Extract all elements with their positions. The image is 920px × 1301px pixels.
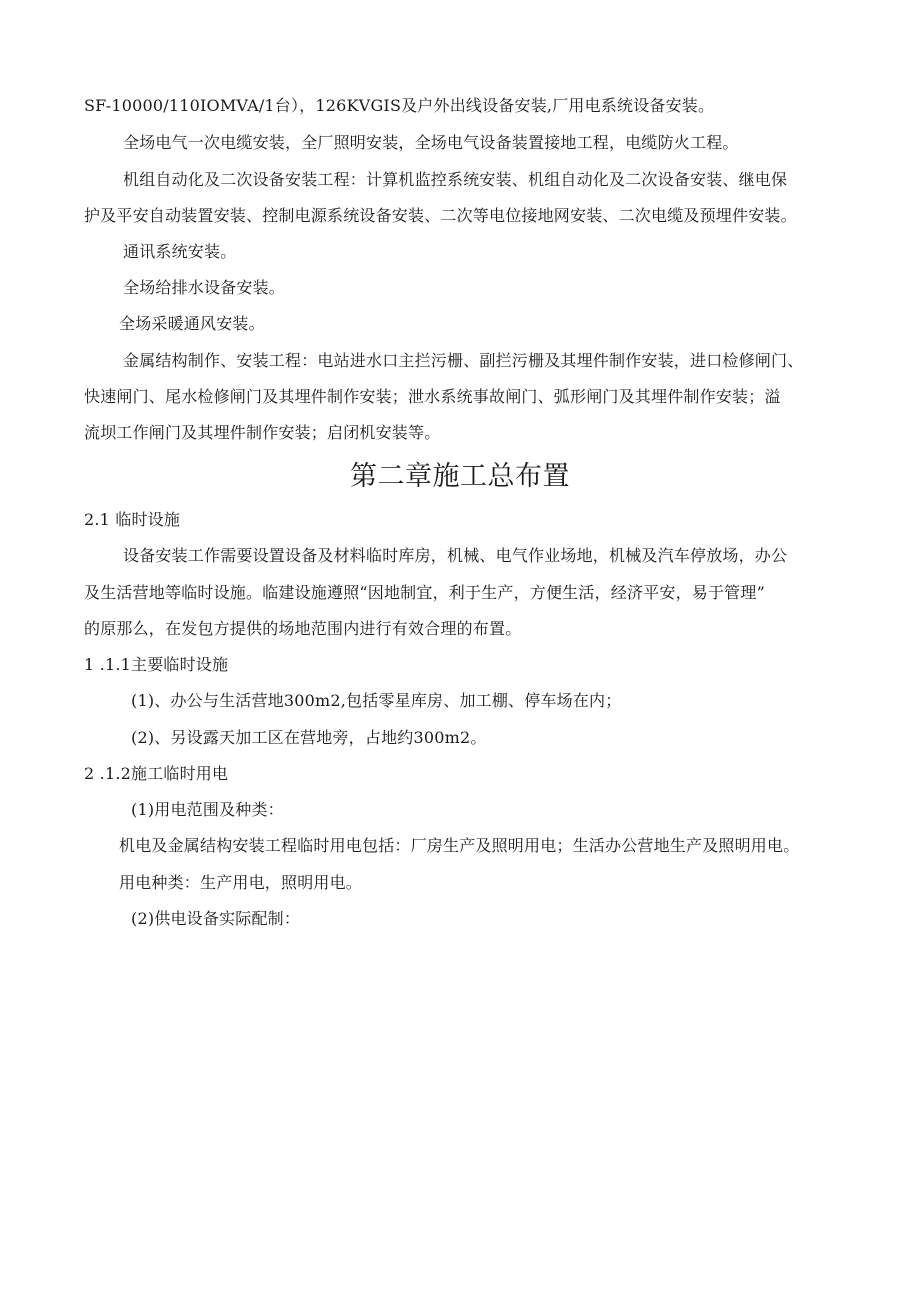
intro-line-3: 机组自动化及二次设备安装工程：计算机监控系统安装、机组自动化及二次设备安装、继电保 <box>123 170 788 189</box>
intro-line-5: 通讯系统安装。 <box>123 242 237 261</box>
intro-line-7: 全场采暖通风安装。 <box>119 314 265 333</box>
intro-line-9: 快速闸门、尾水检修闸门及其埋件制作安装；泄水系统事故闸门、弧形闸门及其埋件制作安装；溢 <box>84 387 781 406</box>
section-para-line-1: 设备安装工作需要设置设备及材料临时库房，机械、电气作业场地，机械及汽车停放场，办公 <box>123 546 788 565</box>
subsection-2-item-1: (1)用电范围及种类： <box>131 800 284 819</box>
chapter-title: 第二章施工总布置 <box>350 461 570 492</box>
section-para-line-2: 及生活营地等临时设施。临建设施遵照“因地制宜，利于生产，方便生活，经济平安，易于管理” <box>84 583 765 602</box>
subsection-2-item-2: (2)供电设备实际配制： <box>131 909 301 928</box>
section-heading: 2.1 临时设施 <box>84 510 181 529</box>
subsection-2-line-a: 机电及金属结构安装工程临时用电包括：厂房生产及照明用电；生活办公营地生产及照明用电。 <box>119 836 800 855</box>
subsection-2-line-b: 用电种类：生产用电，照明用电。 <box>119 873 363 892</box>
intro-line-4: 护及平安自动装置安装、控制电源系统设备安装、二次等电位接地网安装、二次电缆及预埋件安装。 <box>84 206 797 225</box>
intro-line-6: 全场给排水设备安装。 <box>123 278 286 297</box>
subsection-1-item-2: (2)、另设露天加工区在营地旁，占地约300m2。 <box>131 728 487 747</box>
intro-line-1: SF-10000/110IOMVA/1台），126KVGIS及户外出线设备安装,厂用电系统设备安装。 <box>84 96 715 115</box>
subsection-1-item-1: (1)、办公与生活营地300m2,包括零星库房、加工棚、停车场在内； <box>131 691 622 710</box>
section-para-line-3: 的原那么，在发包方提供的场地范围内进行有效合理的布置。 <box>84 619 522 638</box>
intro-line-10: 流坝工作闸门及其埋件制作安装；启闭机安装等。 <box>84 423 441 442</box>
intro-line-8: 金属结构制作、安装工程：电站进水口主拦污栅、副拦污栅及其埋件制作安装，进口检修闸门、 <box>123 351 804 370</box>
subsection-heading-2: 2 .1.2施工临时用电 <box>84 764 229 783</box>
subsection-heading-1: 1 .1.1主要临时设施 <box>84 655 229 674</box>
intro-line-2: 全场电气一次电缆安装，全厂照明安装，全场电气设备装置接地工程，电缆防火工程。 <box>123 133 739 152</box>
